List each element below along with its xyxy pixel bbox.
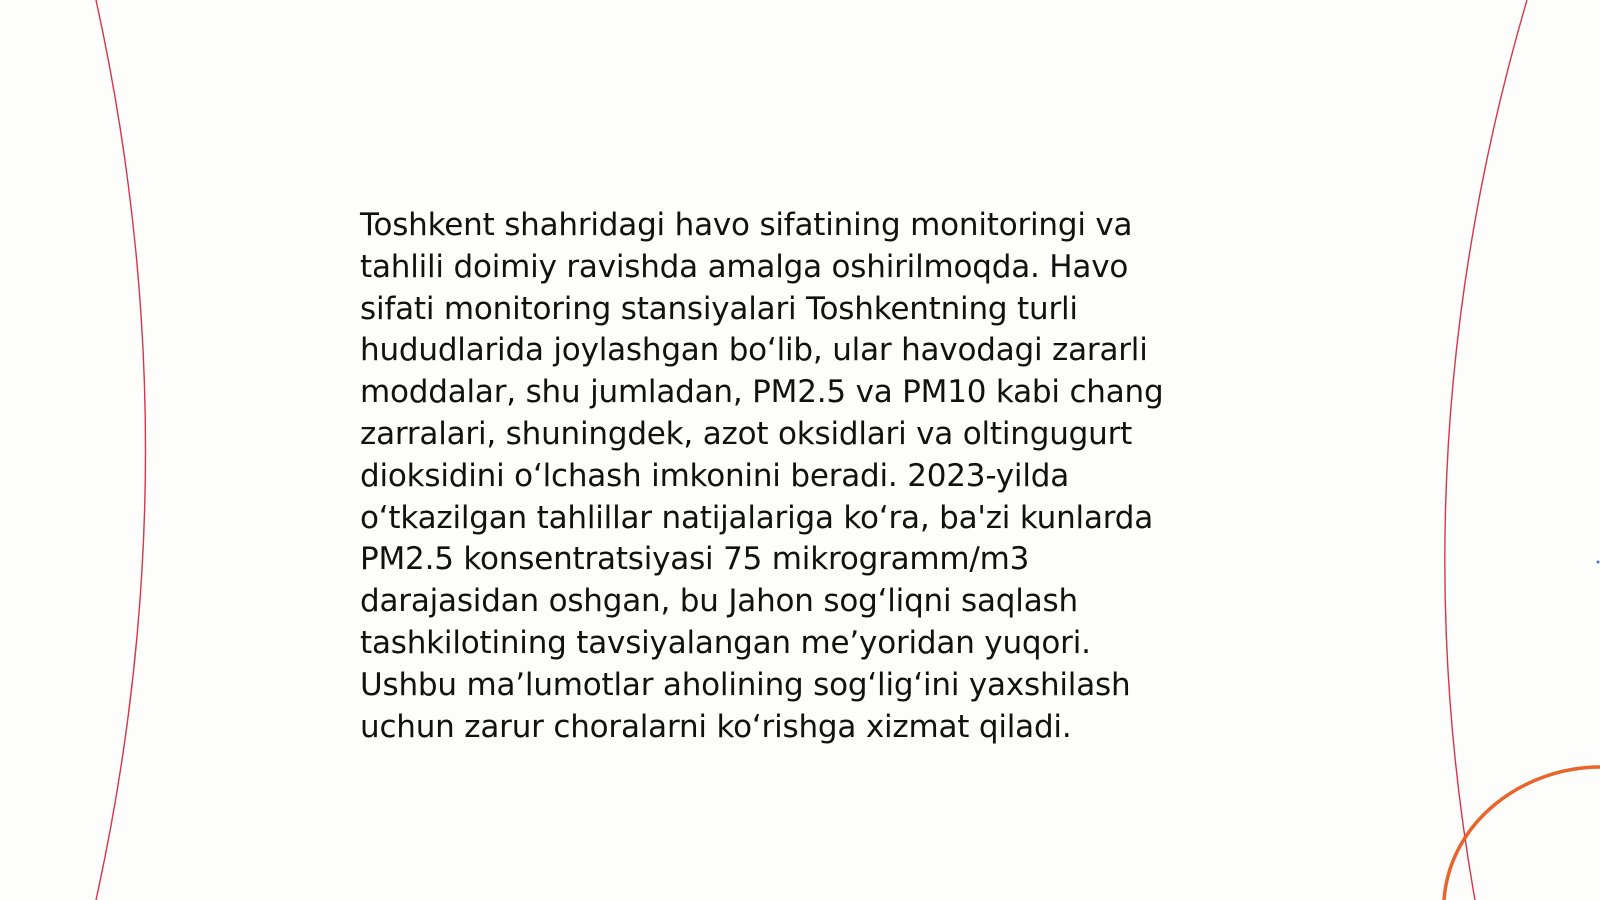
paragraph-line: zarralari, shuningdek, azot oksidlari va oltingugurt — [360, 415, 1133, 452]
paragraph-line: Toshkent shahridagi havo sifatining monitoringi va — [360, 207, 1133, 243]
paragraph-line: moddalar, shu jumladan, PM2.5 va PM10 kabi chang — [360, 374, 1164, 411]
left-arc-line — [96, 0, 146, 900]
paragraph-line: uchun zarur choralarni ko‘rishga xizmat qiladi. — [360, 708, 1072, 745]
paragraph-line: tashkilotining tavsiyalangan me’yoridan yuqori. — [360, 624, 1091, 661]
paragraph-line: o‘tkazilgan tahlillar natijalariga ko‘ra, ba'zi kunlarda — [360, 499, 1154, 536]
paragraph-line: Ushbu ma’lumotlar aholining sog‘lig‘ini yaxshilash — [360, 666, 1131, 703]
paragraph-line: sifati monitoring stansiyalari Toshkentning turli — [360, 290, 1078, 327]
paragraph-line: hududlarida joylashgan bo‘lib, ular havodagi zararli — [360, 332, 1148, 369]
orange-corner-arc — [1444, 767, 1600, 900]
paragraph-line: PM2.5 konsentratsiyasi 75 mikrogramm/m3 — [360, 541, 1030, 578]
right-arc-line — [1445, 0, 1527, 900]
body-paragraph — [360, 205, 1220, 748]
paragraph-line: dioksidini o‘lchash imkonini beradi. 2023-yilda — [360, 457, 1070, 494]
blue-dot — [1597, 561, 1600, 564]
paragraph-line: darajasidan oshgan, bu Jahon sog‘liqni saqlash — [360, 583, 1078, 620]
paragraph-line: tahlili doimiy ravishda amalga oshirilmoqda. Havo — [360, 248, 1129, 285]
